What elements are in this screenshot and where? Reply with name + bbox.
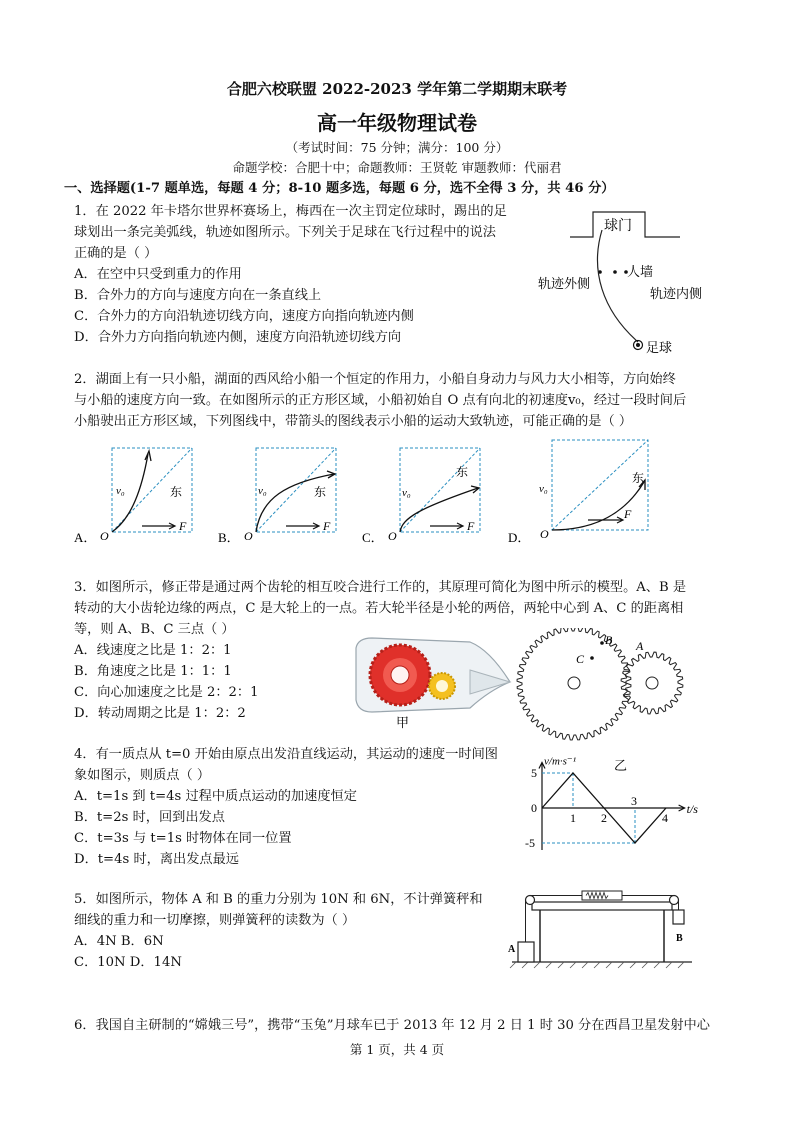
small-gear-hub xyxy=(646,677,658,689)
force-label: F xyxy=(467,519,475,533)
diagram-label: 乙 xyxy=(614,758,628,773)
ball-trajectory xyxy=(598,230,639,342)
option-letter: A． xyxy=(74,530,97,545)
exam-info: （考试时间：75 分钟；满分：100 分） xyxy=(285,140,509,155)
small-gear xyxy=(621,652,683,714)
q4-stem-line: 4．有一质点从 t=0 开始由原点出发沿直线运动，其运动的速度一时间图 xyxy=(74,747,498,762)
q1-option-c[interactable]: C．合外力的方向沿轨迹切线方向，速度方向指向轨迹内侧 xyxy=(74,309,414,324)
q1-stem-line: 球划出一条完美弧线，轨迹如图所示。下列关于足球在飞行过程中的说法 xyxy=(74,225,496,240)
q2-stem-line: 与小船的速度方向一致。在如图所示的正方形区域，小船初始自 O 点有向北的初速度v₀，经过一段时间后 xyxy=(74,393,687,408)
v0-label: v₀ xyxy=(402,487,411,499)
wall-label: 人墙 xyxy=(627,264,654,279)
force-label: F xyxy=(323,519,331,533)
q5-stem-line: 细线的重力和一切摩擦，则弹簧秤的读数为（ ） xyxy=(74,913,356,928)
x-tick-label: 2 xyxy=(601,811,607,825)
inner-side-label: 轨迹内侧 xyxy=(650,286,703,301)
q4-stem-line: 象如图示，则质点（ ） xyxy=(74,768,211,783)
point-c-dot xyxy=(590,656,594,660)
v0-label: v₀ xyxy=(116,485,125,497)
exam-subject-title: 高一年级物理试卷 xyxy=(317,111,477,135)
q3-correction-tape-photo xyxy=(350,630,520,730)
q5-stem-line: 5．如图所示，物体 A 和 B 的重力分别为 10N 和 6N，不计弹簧秤和 xyxy=(74,892,483,907)
origin-label: O xyxy=(388,529,397,543)
vt-chart xyxy=(516,738,716,868)
q5-options-row[interactable]: A．4N B．6N xyxy=(74,934,164,949)
gear-teeth xyxy=(621,652,683,714)
goal-label: 球门 xyxy=(604,219,632,234)
q2-option-b-figure[interactable] xyxy=(216,438,346,548)
y-axis-label: v/m·s⁻¹ xyxy=(544,755,577,768)
q3-stem-line: 3．如图所示，修正带是通过两个齿轮的相互咬合进行工作的，其原理可简化为图中所示的模型。A、B 是 xyxy=(74,580,687,595)
y-tick-label: 0 xyxy=(531,801,537,815)
x-tick-label: 3 xyxy=(631,794,637,808)
q3-stem-line: 等，则 A、B、C 三点（ ） xyxy=(74,622,235,637)
q2-stem-line: 2．湖面上有一只小船，湖面的西风给小船一个恒定的作用力，小船自身动力与风力大小相等，方向始终 xyxy=(74,372,676,387)
ball-icon-core xyxy=(636,343,640,347)
q5-options-row[interactable]: C．10N D．14N xyxy=(74,955,182,970)
q2-option-a-figure[interactable] xyxy=(72,438,202,548)
block-b-label: B xyxy=(676,933,683,944)
outer-side-label: 轨迹外侧 xyxy=(538,276,591,291)
block-a-label: A xyxy=(508,944,516,955)
option-letter: C． xyxy=(362,530,384,545)
point-a-label: A xyxy=(636,639,644,653)
q1-option-b[interactable]: B．合外力的方向与速度方向在一条直线上 xyxy=(74,288,322,303)
photo-label: 甲 xyxy=(396,715,410,730)
ground-hatch xyxy=(510,962,684,968)
force-label: F xyxy=(179,519,187,533)
east-label: 东 xyxy=(456,465,469,479)
x-axis-label: t/s xyxy=(686,802,698,816)
q5-pulley-figure xyxy=(506,882,696,972)
q1-soccer-figure xyxy=(530,200,720,360)
block-b xyxy=(673,910,684,924)
y-tick-label: 5 xyxy=(531,766,537,780)
q3-option-d[interactable]: D．转动周期之比是 1：2：2 xyxy=(74,706,246,721)
q1-stem-line: 1．在 2022 年卡塔尔世界杯赛场上，梅西在一次主罚定位球时，踢出的足 xyxy=(74,204,507,219)
large-gear-hub xyxy=(568,677,580,689)
q3-option-c[interactable]: C．向心加速度之比是 2：2：1 xyxy=(74,685,259,700)
large-gear xyxy=(517,628,631,740)
pulley-right xyxy=(670,896,679,905)
east-label: 东 xyxy=(314,485,327,499)
y-tick-label: -5 xyxy=(525,836,535,850)
q1-stem-line: 正确的是（ ） xyxy=(74,246,158,261)
x-tick-label: 4 xyxy=(662,811,668,825)
wall-dot xyxy=(613,270,617,274)
block-a xyxy=(518,942,534,962)
q6-stem-line: 6．我国自主研制的“嫦娥三号”，携带“玉兔”月球车已于 2013 年 12 月 2 日 1 时 30 分在西昌卫星发射中心 xyxy=(74,1018,710,1033)
q4-option-c[interactable]: C．t=3s 与 t=1s 时物体在同一位置 xyxy=(74,831,292,846)
q1-option-a[interactable]: A．在空中只受到重力的作用 xyxy=(74,267,242,282)
origin-label: O xyxy=(100,529,109,543)
q4-option-b[interactable]: B．t=2s 时，回到出发点 xyxy=(74,810,225,825)
point-c-label: C xyxy=(576,652,585,666)
option-letter: D． xyxy=(508,530,531,545)
v0-label: v₀ xyxy=(258,485,267,497)
page-footer: 第 1 页，共 4 页 xyxy=(349,1042,445,1057)
east-label: 东 xyxy=(632,471,645,485)
v0-label: v₀ xyxy=(539,483,548,495)
point-b-dot xyxy=(600,641,604,645)
q2-stem-line: 小船驶出正方形区域，下列图线中，带箭头的图线表示小船的运动大致轨迹，可能正确的是（ ） xyxy=(74,414,633,429)
q2-option-d-figure[interactable] xyxy=(506,438,666,548)
gear-teeth xyxy=(517,628,631,740)
force-label: F xyxy=(624,507,632,521)
pulley-left xyxy=(526,896,535,905)
q1-option-d[interactable]: D．合外力方向指向轨迹内侧，速度方向沿轨迹切线方向 xyxy=(74,330,402,345)
q3-option-a[interactable]: A．线速度之比是 1：2：1 xyxy=(74,643,232,658)
option-letter: B． xyxy=(218,530,240,545)
q2-option-c-figure[interactable] xyxy=(360,438,490,548)
q4-option-a[interactable]: A．t=1s 到 t=4s 过程中质点运动的加速度恒定 xyxy=(74,789,357,804)
origin-label: O xyxy=(540,527,549,541)
q3-stem-line: 转动的大小齿轮边缘的两点，C 是大轮上的一点。若大轮半径是小轮的两倍，两轮中心到 A、C 的距离相 xyxy=(74,601,684,616)
origin-label: O xyxy=(244,529,253,543)
east-label: 东 xyxy=(170,485,183,499)
q3-option-b[interactable]: B．角速度之比是 1：1：1 xyxy=(74,664,232,679)
x-tick-label: 1 xyxy=(570,811,576,825)
point-b-label: B xyxy=(605,633,613,647)
q4-option-d[interactable]: D．t=4s 时，离出发点最远 xyxy=(74,852,239,867)
section-title: 一、选择题(1-7 题单选，每题 4 分；8-10 题多选，每题 6 分，选不全得 3 分，共 46 分） xyxy=(64,181,615,196)
exam-authors: 命题学校：合肥十中；命题教师：王贤乾 审题教师：代丽君 xyxy=(232,160,562,175)
ball-label: 足球 xyxy=(646,340,673,355)
exam-header-title: 合肥六校联盟 2022-2023 学年第二学期期末联考 xyxy=(226,80,568,98)
table-top xyxy=(532,902,672,910)
